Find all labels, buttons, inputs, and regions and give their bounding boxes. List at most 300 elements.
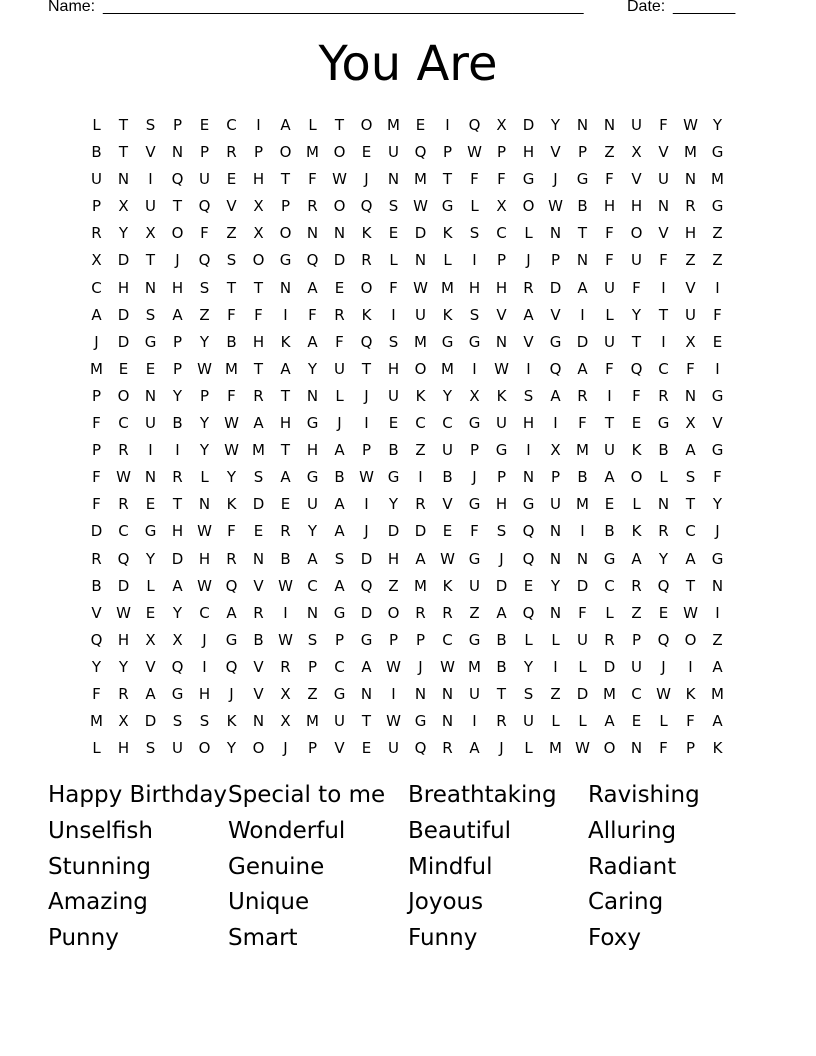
grid-letter: R bbox=[118, 684, 129, 703]
grid-letter: A bbox=[145, 684, 156, 703]
grid-letter: W bbox=[197, 359, 212, 378]
grid-letter: Q bbox=[468, 116, 481, 134]
grid-letter: P bbox=[253, 143, 264, 162]
grid-letter: R bbox=[685, 197, 696, 216]
grid-letter: A bbox=[334, 522, 345, 541]
grid-letter: K bbox=[415, 386, 426, 405]
grid-letter: H bbox=[522, 414, 535, 433]
grid-letter: R bbox=[415, 495, 426, 514]
grid-letter: B bbox=[91, 143, 102, 162]
grid-letter: P bbox=[496, 251, 507, 270]
grid-letter: F bbox=[308, 305, 317, 324]
grid-letter: Y bbox=[658, 549, 669, 568]
grid-letter: F bbox=[578, 603, 587, 622]
grid-letter: P bbox=[442, 143, 453, 162]
grid-letter: I bbox=[715, 359, 720, 378]
grid-letter: J bbox=[94, 332, 99, 351]
grid-letter: H bbox=[252, 170, 265, 189]
grid-letter: A bbox=[226, 603, 237, 622]
word-list-item: Unique bbox=[228, 889, 310, 916]
grid-letter: D bbox=[576, 576, 589, 595]
grid-letter: G bbox=[468, 495, 481, 514]
grid-letter: N bbox=[711, 576, 724, 595]
grid-letter: F bbox=[389, 278, 398, 297]
grid-letter: P bbox=[307, 657, 318, 676]
grid-letter: R bbox=[496, 712, 507, 731]
grid-letter: G bbox=[306, 468, 319, 487]
grid-letter: Y bbox=[550, 576, 561, 595]
word-list-item: Ravishing bbox=[588, 782, 700, 808]
grid-letter: T bbox=[577, 224, 588, 243]
grid-letter: U bbox=[523, 712, 534, 731]
grid-letter: G bbox=[522, 170, 535, 189]
grid-letter: N bbox=[306, 603, 319, 622]
grid-letter: V bbox=[145, 657, 156, 676]
grid-letter: H bbox=[387, 549, 400, 568]
grid-letter: B bbox=[253, 630, 264, 649]
grid-letter: E bbox=[361, 143, 372, 162]
grid-letter: U bbox=[334, 712, 345, 731]
grid-letter: W bbox=[440, 549, 455, 568]
grid-letter: T bbox=[172, 495, 183, 514]
grid-letter: O bbox=[414, 359, 427, 378]
grid-letter: G bbox=[360, 630, 373, 649]
name-field-line[interactable]: ______________________________________________________ bbox=[103, 0, 584, 15]
grid-letter: G bbox=[468, 414, 481, 433]
grid-letter: C bbox=[604, 576, 615, 595]
grid-letter: W bbox=[386, 657, 401, 676]
grid-letter: H bbox=[198, 684, 211, 703]
grid-letter: S bbox=[523, 684, 534, 703]
grid-letter: S bbox=[469, 224, 480, 243]
grid-letter: J bbox=[499, 549, 504, 568]
grid-letter: R bbox=[577, 386, 588, 405]
grid-letter: R bbox=[280, 522, 291, 541]
grid-letter: N bbox=[360, 684, 373, 703]
grid-letter: K bbox=[226, 712, 237, 731]
name-label: Name: bbox=[48, 0, 96, 15]
grid-letter: G bbox=[711, 143, 724, 162]
grid-letter: P bbox=[199, 143, 210, 162]
grid-letter: K bbox=[226, 495, 237, 514]
grid-letter: G bbox=[576, 170, 589, 189]
grid-letter: A bbox=[361, 657, 372, 676]
grid-letter: T bbox=[118, 143, 129, 162]
grid-letter: Z bbox=[604, 143, 615, 162]
grid-letter: E bbox=[523, 576, 534, 595]
grid-letter: F bbox=[605, 224, 614, 243]
grid-letter: A bbox=[172, 305, 183, 324]
grid-letter: Q bbox=[360, 332, 373, 351]
grid-letter: A bbox=[253, 414, 264, 433]
grid-letter: S bbox=[199, 712, 210, 731]
grid-letter: L bbox=[632, 495, 641, 514]
grid-letter: Z bbox=[415, 441, 426, 460]
grid-letter: L bbox=[335, 386, 344, 405]
grid-letter: S bbox=[685, 468, 696, 487]
grid-letter: M bbox=[603, 684, 616, 703]
grid-letter: R bbox=[118, 441, 129, 460]
grid-letter: S bbox=[199, 278, 210, 297]
grid-letter: X bbox=[469, 386, 480, 405]
grid-letter: I bbox=[148, 441, 153, 460]
grid-letter: F bbox=[227, 522, 236, 541]
grid-letter: I bbox=[472, 359, 477, 378]
grid-letter: U bbox=[199, 170, 210, 189]
grid-letter: C bbox=[415, 414, 426, 433]
grid-letter: N bbox=[576, 116, 589, 134]
grid-letter: V bbox=[658, 224, 669, 243]
grid-letter: N bbox=[576, 549, 589, 568]
grid-letter: I bbox=[445, 116, 450, 134]
grid-letter: I bbox=[175, 441, 180, 460]
grid-letter: P bbox=[685, 739, 696, 758]
grid-letter: J bbox=[526, 251, 531, 270]
grid-letter: P bbox=[388, 630, 399, 649]
grid-letter: L bbox=[551, 712, 560, 731]
grid-letter: P bbox=[280, 197, 291, 216]
grid-letter: N bbox=[198, 495, 211, 514]
grid-letter: U bbox=[388, 386, 399, 405]
grid-letter: X bbox=[118, 197, 129, 216]
grid-letter: G bbox=[468, 630, 481, 649]
grid-letter: Y bbox=[145, 549, 156, 568]
word-list-item: Joyous bbox=[408, 889, 484, 916]
grid-letter: P bbox=[91, 197, 102, 216]
grid-letter: R bbox=[334, 305, 345, 324]
grid-letter: L bbox=[524, 630, 533, 649]
grid-letter: J bbox=[418, 657, 423, 676]
grid-letter: Q bbox=[630, 359, 643, 378]
grid-letter: I bbox=[283, 603, 288, 622]
grid-letter: S bbox=[496, 522, 507, 541]
grid-letter: E bbox=[361, 739, 372, 758]
grid-letter: O bbox=[279, 224, 292, 243]
grid-letter: A bbox=[577, 359, 588, 378]
grid-letter: V bbox=[712, 414, 723, 433]
grid-letter: C bbox=[631, 684, 642, 703]
grid-letter: V bbox=[685, 278, 696, 297]
grid-letter: H bbox=[198, 549, 211, 568]
grid-letter: S bbox=[469, 305, 480, 324]
grid-letter: A bbox=[577, 278, 588, 297]
grid-letter: G bbox=[522, 495, 535, 514]
grid-letter: D bbox=[333, 251, 346, 270]
grid-letter: K bbox=[496, 386, 507, 405]
grid-letter: P bbox=[172, 332, 183, 351]
grid-letter: N bbox=[576, 251, 589, 270]
grid-letter: N bbox=[549, 549, 562, 568]
grid-letter: B bbox=[280, 549, 291, 568]
grid-letter: G bbox=[306, 414, 319, 433]
grid-letter: F bbox=[632, 386, 641, 405]
grid-letter: N bbox=[684, 170, 697, 189]
grid-letter: I bbox=[472, 251, 477, 270]
grid-letter: Q bbox=[549, 359, 562, 378]
word-list-item: Caring bbox=[588, 889, 664, 916]
grid-letter: Y bbox=[226, 739, 237, 758]
grid-letter: D bbox=[414, 522, 427, 541]
grid-letter: T bbox=[631, 332, 642, 351]
grid-letter: D bbox=[117, 576, 130, 595]
grid-letter: C bbox=[226, 116, 237, 134]
grid-letter: I bbox=[418, 468, 423, 487]
grid-letter: M bbox=[576, 441, 589, 460]
grid-letter: M bbox=[90, 359, 103, 378]
grid-letter: G bbox=[441, 332, 454, 351]
grid-letter: T bbox=[145, 251, 156, 270]
grid-letter: W bbox=[197, 576, 212, 595]
grid-letter: N bbox=[279, 278, 292, 297]
grid-letter: G bbox=[711, 549, 724, 568]
grid-letter: F bbox=[92, 495, 101, 514]
grid-letter: I bbox=[283, 305, 288, 324]
grid-letter: J bbox=[364, 386, 369, 405]
grid-letter: I bbox=[526, 359, 531, 378]
grid-letter: E bbox=[388, 414, 399, 433]
grid-letter: Y bbox=[712, 495, 723, 514]
grid-letter: W bbox=[224, 441, 239, 460]
grid-letter: E bbox=[415, 116, 426, 134]
grid-letter: D bbox=[576, 684, 589, 703]
grid-letter: U bbox=[388, 143, 399, 162]
grid-letter: E bbox=[199, 116, 210, 134]
grid-letter: O bbox=[252, 251, 265, 270]
grid-letter: R bbox=[280, 657, 291, 676]
grid-letter: A bbox=[469, 739, 480, 758]
grid-letter: C bbox=[658, 359, 669, 378]
grid-letter: Q bbox=[360, 197, 373, 216]
grid-letter: N bbox=[306, 224, 319, 243]
grid-letter: A bbox=[604, 712, 615, 731]
grid-letter: Y bbox=[307, 359, 318, 378]
grid-letter: Q bbox=[522, 549, 535, 568]
grid-letter: S bbox=[253, 468, 264, 487]
word-list-item: Radiant bbox=[588, 853, 677, 880]
grid-letter: Q bbox=[522, 603, 535, 622]
grid-letter: U bbox=[442, 441, 453, 460]
grid-letter: J bbox=[715, 522, 720, 541]
grid-letter: V bbox=[91, 603, 102, 622]
grid-letter: T bbox=[280, 170, 291, 189]
grid-letter: B bbox=[577, 468, 588, 487]
word-list-item: Wonderful bbox=[228, 817, 346, 844]
worksheet-header bbox=[48, 0, 748, 20]
grid-letter: F bbox=[308, 170, 317, 189]
grid-letter: Y bbox=[631, 305, 642, 324]
grid-letter: E bbox=[712, 332, 723, 351]
grid-letter: L bbox=[524, 224, 533, 243]
grid-letter: D bbox=[414, 224, 427, 243]
word-list-item: Punny bbox=[48, 925, 119, 952]
grid-letter: H bbox=[117, 630, 130, 649]
grid-letter: U bbox=[145, 414, 156, 433]
grid-letter: A bbox=[280, 116, 291, 134]
grid-letter: T bbox=[118, 116, 129, 134]
grid-letter: I bbox=[661, 278, 666, 297]
grid-letter: A bbox=[685, 441, 696, 460]
grid-letter: T bbox=[496, 684, 507, 703]
grid-letter: I bbox=[391, 305, 396, 324]
grid-letter: H bbox=[630, 197, 643, 216]
page-title: You Are bbox=[318, 36, 498, 92]
grid-letter: C bbox=[334, 657, 345, 676]
grid-letter: M bbox=[684, 143, 697, 162]
grid-letter: U bbox=[631, 116, 642, 134]
grid-letter: O bbox=[117, 386, 130, 405]
grid-letter: O bbox=[387, 603, 400, 622]
grid-letter: F bbox=[659, 116, 668, 134]
grid-letter: L bbox=[659, 712, 668, 731]
grid-letter: E bbox=[145, 359, 156, 378]
grid-letter: L bbox=[146, 576, 155, 595]
grid-letter: Y bbox=[442, 386, 453, 405]
grid-letter: C bbox=[496, 224, 507, 243]
grid-letter: L bbox=[389, 251, 398, 270]
grid-letter: A bbox=[280, 359, 291, 378]
grid-letter: Y bbox=[199, 441, 210, 460]
grid-letter: T bbox=[361, 359, 372, 378]
grid-letter: Q bbox=[522, 522, 535, 541]
grid-letter: I bbox=[148, 170, 153, 189]
grid-letter: E bbox=[334, 278, 345, 297]
grid-letter: F bbox=[659, 251, 668, 270]
grid-letter: P bbox=[91, 441, 102, 460]
word-list-item: Special to me bbox=[228, 782, 386, 808]
grid-letter: J bbox=[499, 739, 504, 758]
grid-letter: M bbox=[414, 332, 427, 351]
grid-letter: J bbox=[202, 630, 207, 649]
grid-letter: R bbox=[658, 522, 669, 541]
grid-letter: K bbox=[280, 332, 291, 351]
grid-letter: I bbox=[472, 712, 477, 731]
grid-letter: H bbox=[252, 332, 265, 351]
grid-letter: I bbox=[553, 414, 558, 433]
grid-letter: O bbox=[630, 224, 643, 243]
grid-letter: H bbox=[684, 224, 697, 243]
grid-letter: X bbox=[496, 197, 507, 216]
grid-letter: D bbox=[576, 332, 589, 351]
grid-letter: T bbox=[280, 441, 291, 460]
grid-letter: A bbox=[604, 468, 615, 487]
grid-letter: S bbox=[145, 116, 156, 134]
grid-letter: H bbox=[495, 278, 508, 297]
grid-letter: B bbox=[604, 522, 615, 541]
grid-letter: E bbox=[388, 224, 399, 243]
grid-letter: L bbox=[308, 116, 317, 134]
grid-letter: T bbox=[280, 386, 291, 405]
grid-letter: Q bbox=[414, 739, 427, 758]
grid-letter: D bbox=[117, 251, 130, 270]
grid-letter: O bbox=[603, 739, 616, 758]
grid-letter: B bbox=[496, 657, 507, 676]
grid-letter: N bbox=[387, 170, 400, 189]
grid-letter: E bbox=[631, 712, 642, 731]
grid-letter: M bbox=[414, 170, 427, 189]
grid-letter: C bbox=[307, 576, 318, 595]
grid-letter: Z bbox=[712, 224, 723, 243]
grid-letter: F bbox=[605, 251, 614, 270]
grid-letter: R bbox=[91, 224, 102, 243]
grid-letter: W bbox=[332, 170, 347, 189]
grid-letter: A bbox=[712, 657, 723, 676]
grid-letter: B bbox=[442, 468, 453, 487]
grid-letter: O bbox=[171, 224, 184, 243]
grid-letter: F bbox=[470, 170, 479, 189]
grid-letter: G bbox=[225, 630, 238, 649]
grid-letter: L bbox=[659, 468, 668, 487]
grid-letter: W bbox=[386, 712, 401, 731]
grid-letter: N bbox=[657, 495, 670, 514]
grid-letter: V bbox=[253, 576, 264, 595]
grid-letter: X bbox=[280, 684, 291, 703]
grid-letter: F bbox=[92, 684, 101, 703]
grid-letter: I bbox=[256, 116, 261, 134]
grid-letter: F bbox=[200, 224, 209, 243]
date-field-line[interactable]: _______ bbox=[673, 0, 736, 15]
grid-letter: Y bbox=[226, 468, 237, 487]
grid-letter: Q bbox=[171, 657, 184, 676]
grid-letter: S bbox=[145, 739, 156, 758]
grid-letter: F bbox=[686, 712, 695, 731]
grid-letter: Z bbox=[199, 305, 210, 324]
word-list-item: Mindful bbox=[408, 853, 493, 880]
grid-letter: T bbox=[334, 116, 345, 134]
grid-letter: P bbox=[415, 630, 426, 649]
grid-letter: J bbox=[661, 657, 666, 676]
grid-letter: T bbox=[226, 278, 237, 297]
grid-letter: U bbox=[604, 278, 615, 297]
grid-letter: H bbox=[171, 522, 184, 541]
grid-letter: Z bbox=[712, 630, 723, 649]
grid-letter: L bbox=[524, 739, 533, 758]
grid-letter: Z bbox=[685, 251, 696, 270]
grid-letter: J bbox=[364, 522, 369, 541]
grid-letter: C bbox=[442, 630, 453, 649]
grid-letter: F bbox=[686, 359, 695, 378]
grid-letter: U bbox=[307, 495, 318, 514]
grid-letter: N bbox=[252, 712, 265, 731]
grid-letter: Q bbox=[90, 630, 103, 649]
grid-letter: F bbox=[227, 386, 236, 405]
grid-letter: K bbox=[631, 522, 642, 541]
grid-letter: R bbox=[523, 278, 534, 297]
grid-letter: N bbox=[549, 224, 562, 243]
grid-letter: W bbox=[467, 143, 482, 162]
grid-letter: X bbox=[496, 116, 507, 134]
grid-letter: S bbox=[226, 251, 237, 270]
grid-letter: O bbox=[333, 143, 346, 162]
grid-letter: I bbox=[526, 441, 531, 460]
grid-letter: X bbox=[280, 712, 291, 731]
grid-letter: U bbox=[577, 630, 588, 649]
grid-letter: I bbox=[715, 278, 720, 297]
grid-letter: R bbox=[631, 576, 642, 595]
grid-letter: Q bbox=[657, 630, 670, 649]
grid-letter: E bbox=[604, 495, 615, 514]
grid-letter: X bbox=[685, 332, 696, 351]
grid-letter: G bbox=[495, 441, 508, 460]
grid-letter: P bbox=[550, 251, 561, 270]
grid-letter: N bbox=[495, 332, 508, 351]
grid-letter: F bbox=[605, 359, 614, 378]
grid-letter: N bbox=[603, 116, 616, 134]
word-list bbox=[48, 778, 768, 957]
grid-letter: P bbox=[361, 441, 372, 460]
grid-letter: V bbox=[334, 739, 345, 758]
grid-letter: F bbox=[713, 305, 722, 324]
grid-letter: N bbox=[252, 549, 265, 568]
